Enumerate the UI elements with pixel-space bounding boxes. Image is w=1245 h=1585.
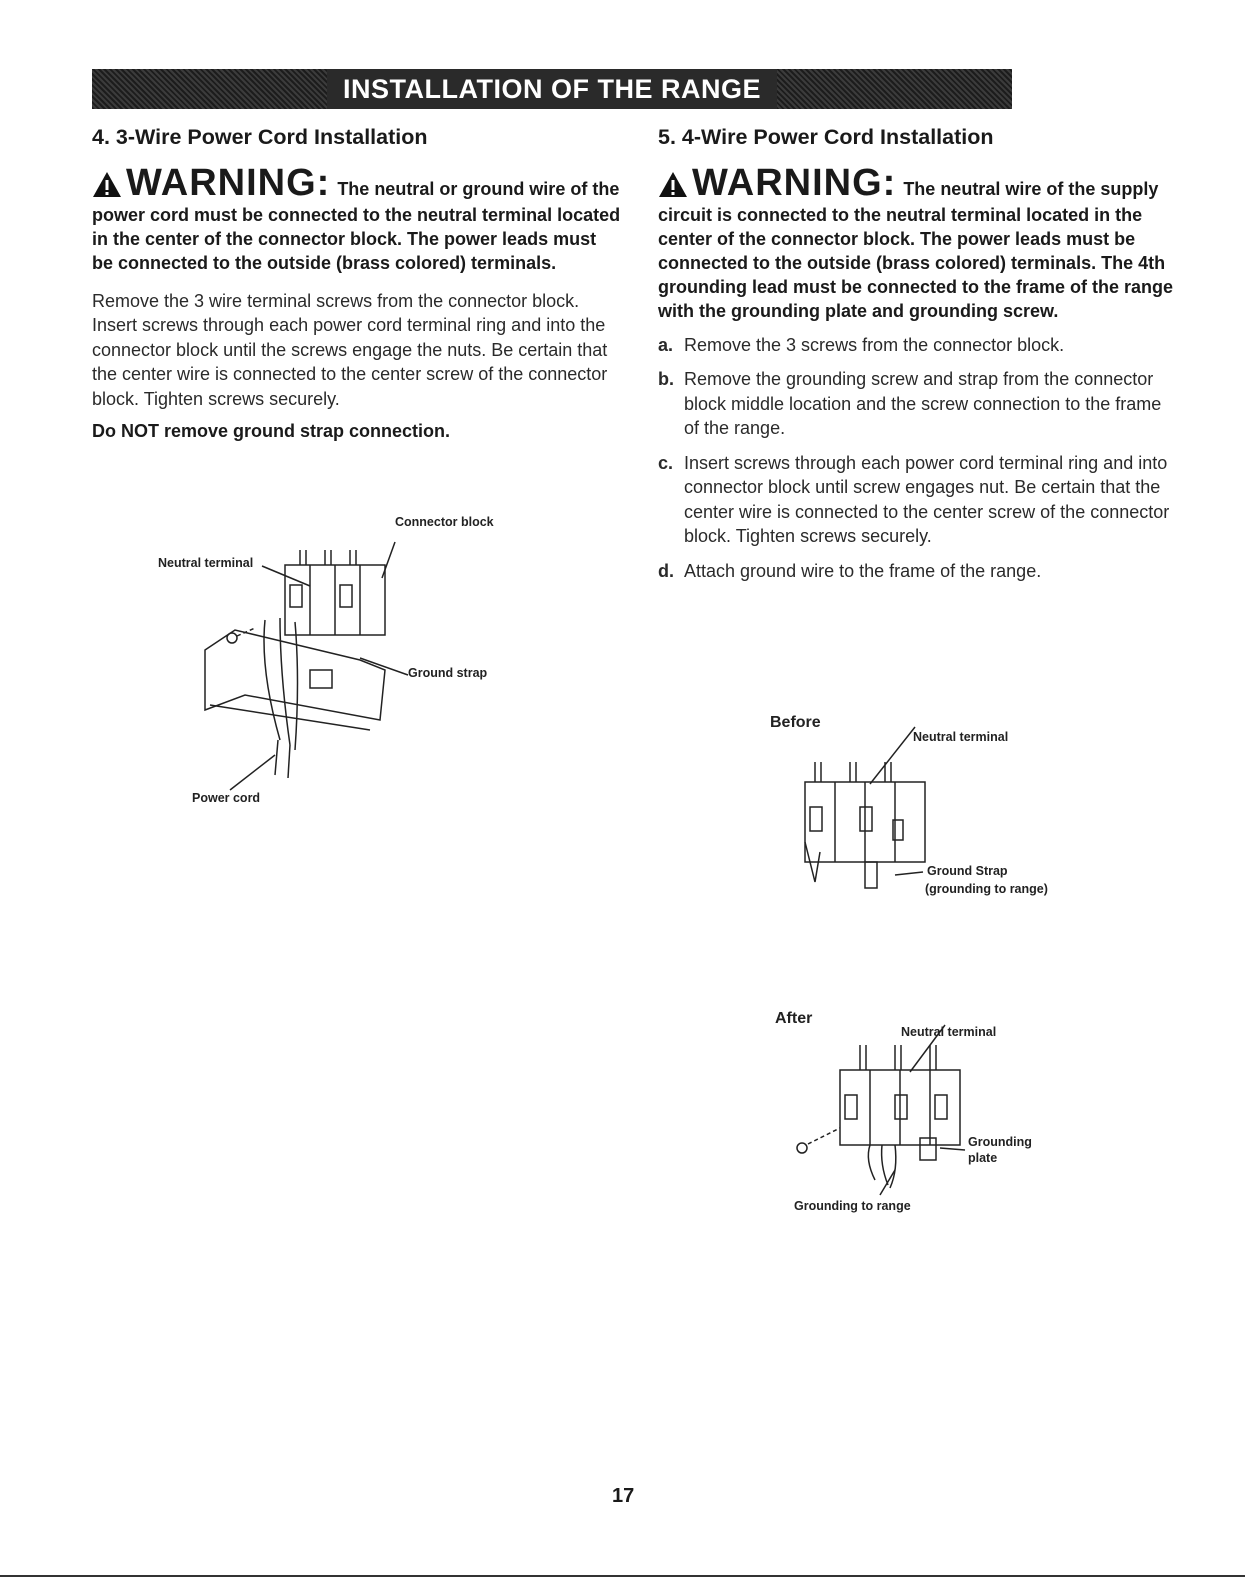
after-title: After	[775, 1010, 813, 1027]
ground-strap-caution: Do NOT remove ground strap connection.	[92, 421, 451, 442]
before-ground-strap-note: (grounding to range)	[925, 882, 1048, 896]
warning-heading: WARNING : The neutral wire of the	[658, 163, 1095, 203]
step-a: a. Remove the 3 screws from the connector block.	[658, 334, 1065, 355]
step-b: b. Remove the grounding screw and strap from the connector block middle location and the screw connection to the frame of the range.	[658, 369, 1162, 439]
three-wire-illustration	[150, 510, 530, 810]
grounding-to-range-label: Grounding to range	[794, 1199, 911, 1213]
before-neutral-terminal-label: Neutral terminal	[913, 730, 1009, 744]
warning-heading: WARNING : The neutral or ground wire	[92, 163, 565, 203]
plate-label: plate	[968, 1151, 998, 1165]
bottom-rule	[0, 1575, 1245, 1577]
ground-strap-label: Ground strap	[408, 666, 488, 680]
three-wire-warning	[92, 163, 622, 275]
three-wire-instructions: Remove the 3 wire terminal screws from the connector block. Insert screws through each power cord terminal ring and into the connector block until the screws engage the nuts. Be certain that the center wire is connected to the center screw of the connector block. Tighten screws securely.	[92, 290, 608, 409]
page-number: 17	[612, 1485, 635, 1507]
four-wire-steps	[658, 333, 1178, 584]
warning-triangle-icon	[658, 171, 688, 198]
warning-lead: The neutral wire of the	[903, 178, 1096, 199]
three-wire-diagram	[150, 510, 530, 810]
before-title: Before	[770, 714, 821, 731]
three-wire-section	[92, 125, 622, 442]
warning-lead: The neutral or ground wire	[337, 178, 566, 199]
after-illustration	[770, 1010, 1070, 1220]
before-diagram	[765, 712, 1085, 912]
warning-word: WARNING	[126, 161, 317, 204]
warning-triangle-icon	[92, 171, 122, 198]
before-ground-strap-label: Ground Strap	[927, 864, 1008, 878]
after-neutral-terminal-label: Neutral terminal	[901, 1025, 997, 1039]
three-wire-heading: 4. 3-Wire Power Cord Installation	[92, 125, 428, 149]
warning-text: of the power cord must be connected to the neutral terminal located in the center of the connector block. The power leads must be connected to the outside (brass colored) terminals.	[92, 178, 621, 273]
power-cord-label: Power cord	[192, 791, 261, 805]
section-banner	[92, 69, 1012, 109]
four-wire-warning	[658, 163, 1178, 323]
section-title: INSTALLATION OF THE RANGE	[327, 69, 777, 109]
four-wire-heading: 5. 4-Wire Power Cord Installation	[658, 125, 994, 149]
step-d: d. Attach ground wire to the frame of the range.	[658, 560, 1042, 581]
step-c: c. Insert screws through each power cord terminal ring and into connector block until screw engages nut. Be certain that the center wire is connected to the center screw of the connector block. Tighten screws securely.	[658, 452, 1170, 547]
connector-block-label: Connector block	[395, 515, 494, 529]
warning-text: supply circuit is connected to the neutral terminal located in the center of the connector block. The power leads must be connected to the outside (brass colored) terminals. The 4th grounding lead must be connected to the frame of the range with the grounding plate and grounding screw.	[658, 178, 1174, 321]
four-wire-section	[658, 125, 1178, 593]
after-diagram	[770, 1010, 1070, 1220]
grounding-label: Grounding	[968, 1135, 1032, 1149]
warning-word: WARNING	[692, 161, 883, 204]
neutral-terminal-label: Neutral terminal	[158, 556, 254, 570]
